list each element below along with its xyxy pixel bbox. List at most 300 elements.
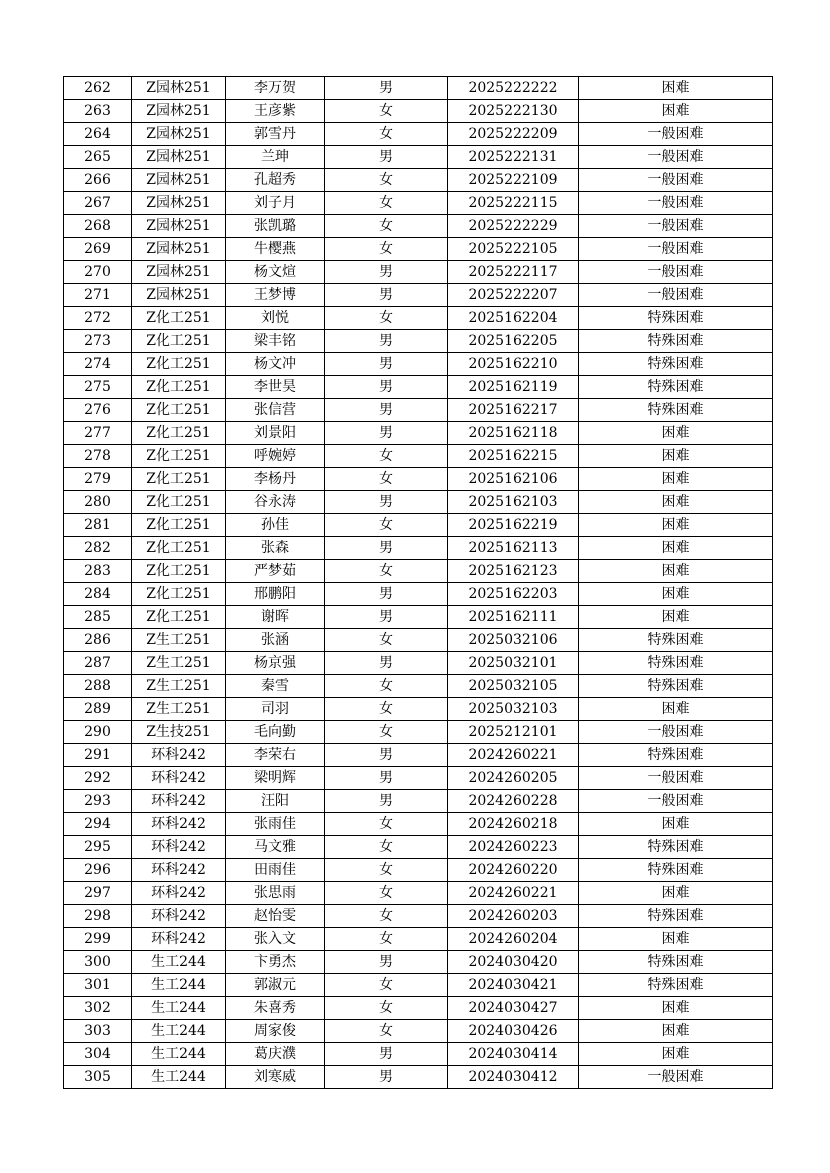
- table-row: [64, 560, 773, 583]
- difficulty-level-cell: 一般困难: [579, 790, 773, 813]
- class-name-cell: Z生技251: [132, 721, 226, 744]
- gender-cell: 男: [325, 1043, 448, 1066]
- table-row: [64, 307, 773, 330]
- student-name-cell: 郭雪丹: [226, 123, 325, 146]
- student-name-cell: 孔超秀: [226, 169, 325, 192]
- student-name-cell: 张森: [226, 537, 325, 560]
- difficulty-level-cell: 困难: [579, 514, 773, 537]
- gender-cell: 女: [325, 698, 448, 721]
- student-name-cell: 谢晖: [226, 606, 325, 629]
- class-name-cell: Z生工251: [132, 652, 226, 675]
- student-name-cell: 李万贺: [226, 77, 325, 100]
- gender-cell: 男: [325, 606, 448, 629]
- table-row: [64, 330, 773, 353]
- student-id-cell: 2025222109: [448, 169, 579, 192]
- student-name-cell: 王梦博: [226, 284, 325, 307]
- student-id-cell: 2024260220: [448, 859, 579, 882]
- table-row: [64, 468, 773, 491]
- table-row: [64, 1066, 773, 1089]
- gender-cell: 女: [325, 859, 448, 882]
- difficulty-level-cell: 困难: [579, 422, 773, 445]
- student-name-cell: 梁明辉: [226, 767, 325, 790]
- student-id-cell: 2025032105: [448, 675, 579, 698]
- gender-cell: 女: [325, 192, 448, 215]
- class-name-cell: Z园林251: [132, 169, 226, 192]
- student-name-cell: 秦雪: [226, 675, 325, 698]
- class-name-cell: Z化工251: [132, 307, 226, 330]
- student-name-cell: 马文雅: [226, 836, 325, 859]
- student-id-cell: 2025222222: [448, 77, 579, 100]
- student-name-cell: 张信营: [226, 399, 325, 422]
- student-id-cell: 2025162119: [448, 376, 579, 399]
- student-name-cell: 杨京强: [226, 652, 325, 675]
- row-number-cell: 275: [64, 376, 132, 399]
- student-name-cell: 李荣右: [226, 744, 325, 767]
- student-id-cell: 2025162205: [448, 330, 579, 353]
- class-name-cell: 生工244: [132, 997, 226, 1020]
- table-row: [64, 813, 773, 836]
- gender-cell: 男: [325, 353, 448, 376]
- student-id-cell: 2025222131: [448, 146, 579, 169]
- gender-cell: 男: [325, 790, 448, 813]
- student-id-cell: 2024260221: [448, 882, 579, 905]
- difficulty-level-cell: 一般困难: [579, 1066, 773, 1089]
- row-number-cell: 265: [64, 146, 132, 169]
- table-row: [64, 583, 773, 606]
- table-row: [64, 928, 773, 951]
- student-id-cell: 2024260218: [448, 813, 579, 836]
- student-name-cell: 谷永涛: [226, 491, 325, 514]
- difficulty-level-cell: 困难: [579, 77, 773, 100]
- class-name-cell: 生工244: [132, 1043, 226, 1066]
- class-name-cell: 生工244: [132, 951, 226, 974]
- student-id-cell: 2025162219: [448, 514, 579, 537]
- class-name-cell: Z化工251: [132, 491, 226, 514]
- class-name-cell: Z化工251: [132, 330, 226, 353]
- student-id-cell: 2025222130: [448, 100, 579, 123]
- table-row: [64, 353, 773, 376]
- row-number-cell: 271: [64, 284, 132, 307]
- row-number-cell: 293: [64, 790, 132, 813]
- student-id-cell: 2024030414: [448, 1043, 579, 1066]
- row-number-cell: 292: [64, 767, 132, 790]
- difficulty-level-cell: 特殊困难: [579, 859, 773, 882]
- class-name-cell: Z园林251: [132, 123, 226, 146]
- table-row: [64, 859, 773, 882]
- student-name-cell: 李杨丹: [226, 468, 325, 491]
- difficulty-level-cell: 困难: [579, 445, 773, 468]
- row-number-cell: 270: [64, 261, 132, 284]
- difficulty-level-cell: 特殊困难: [579, 836, 773, 859]
- table-row: [64, 905, 773, 928]
- row-number-cell: 299: [64, 928, 132, 951]
- table-row: [64, 1020, 773, 1043]
- difficulty-level-cell: 困难: [579, 928, 773, 951]
- student-name-cell: 张入文: [226, 928, 325, 951]
- class-name-cell: Z生工251: [132, 629, 226, 652]
- difficulty-level-cell: 困难: [579, 583, 773, 606]
- student-name-cell: 刘子月: [226, 192, 325, 215]
- gender-cell: 女: [325, 997, 448, 1020]
- gender-cell: 女: [325, 813, 448, 836]
- student-id-cell: 2024260204: [448, 928, 579, 951]
- gender-cell: 男: [325, 399, 448, 422]
- gender-cell: 女: [325, 100, 448, 123]
- student-id-cell: 2025162106: [448, 468, 579, 491]
- table-row: [64, 100, 773, 123]
- row-number-cell: 268: [64, 215, 132, 238]
- student-id-cell: 2024030426: [448, 1020, 579, 1043]
- row-number-cell: 284: [64, 583, 132, 606]
- row-number-cell: 276: [64, 399, 132, 422]
- difficulty-level-cell: 困难: [579, 997, 773, 1020]
- student-id-cell: 2025162210: [448, 353, 579, 376]
- difficulty-level-cell: 困难: [579, 1043, 773, 1066]
- class-name-cell: 环科242: [132, 882, 226, 905]
- student-id-cell: 2024260228: [448, 790, 579, 813]
- gender-cell: 男: [325, 330, 448, 353]
- difficulty-level-cell: 一般困难: [579, 169, 773, 192]
- student-name-cell: 张思雨: [226, 882, 325, 905]
- gender-cell: 女: [325, 629, 448, 652]
- row-number-cell: 301: [64, 974, 132, 997]
- row-number-cell: 295: [64, 836, 132, 859]
- class-name-cell: Z化工251: [132, 422, 226, 445]
- table-row: [64, 491, 773, 514]
- class-name-cell: 环科242: [132, 928, 226, 951]
- table-row: [64, 284, 773, 307]
- student-name-cell: 杨文煊: [226, 261, 325, 284]
- student-name-cell: 张雨佳: [226, 813, 325, 836]
- student-id-cell: 2025032103: [448, 698, 579, 721]
- table-row: [64, 376, 773, 399]
- class-name-cell: Z化工251: [132, 399, 226, 422]
- difficulty-level-cell: 一般困难: [579, 238, 773, 261]
- class-name-cell: 环科242: [132, 859, 226, 882]
- gender-cell: 女: [325, 560, 448, 583]
- gender-cell: 女: [325, 675, 448, 698]
- gender-cell: 女: [325, 468, 448, 491]
- student-id-cell: 2024260221: [448, 744, 579, 767]
- gender-cell: 女: [325, 238, 448, 261]
- student-name-cell: 汪阳: [226, 790, 325, 813]
- class-name-cell: Z园林251: [132, 238, 226, 261]
- student-name-cell: 田雨佳: [226, 859, 325, 882]
- student-id-cell: 2025222229: [448, 215, 579, 238]
- table-row: [64, 997, 773, 1020]
- table-row: [64, 192, 773, 215]
- gender-cell: 女: [325, 721, 448, 744]
- gender-cell: 男: [325, 744, 448, 767]
- student-name-cell: 郭淑元: [226, 974, 325, 997]
- gender-cell: 男: [325, 146, 448, 169]
- class-name-cell: 生工244: [132, 1020, 226, 1043]
- gender-cell: 男: [325, 284, 448, 307]
- student-id-cell: 2025162215: [448, 445, 579, 468]
- class-name-cell: 环科242: [132, 790, 226, 813]
- student-name-cell: 兰珅: [226, 146, 325, 169]
- table-row: [64, 514, 773, 537]
- student-name-cell: 赵怡雯: [226, 905, 325, 928]
- gender-cell: 女: [325, 307, 448, 330]
- gender-cell: 男: [325, 376, 448, 399]
- table-row: [64, 422, 773, 445]
- student-id-cell: 2025162111: [448, 606, 579, 629]
- difficulty-level-cell: 一般困难: [579, 721, 773, 744]
- class-name-cell: Z化工251: [132, 514, 226, 537]
- difficulty-level-cell: 困难: [579, 1020, 773, 1043]
- gender-cell: 女: [325, 836, 448, 859]
- student-id-cell: 2024260205: [448, 767, 579, 790]
- class-name-cell: Z园林251: [132, 77, 226, 100]
- difficulty-level-cell: 困难: [579, 491, 773, 514]
- table-row: [64, 537, 773, 560]
- student-name-cell: 刘悦: [226, 307, 325, 330]
- difficulty-level-cell: 特殊困难: [579, 905, 773, 928]
- student-id-cell: 2025162118: [448, 422, 579, 445]
- difficulty-level-cell: 特殊困难: [579, 399, 773, 422]
- row-number-cell: 277: [64, 422, 132, 445]
- table-row: [64, 974, 773, 997]
- student-name-cell: 张涵: [226, 629, 325, 652]
- difficulty-level-cell: 困难: [579, 606, 773, 629]
- row-number-cell: 290: [64, 721, 132, 744]
- student-name-cell: 刘景阳: [226, 422, 325, 445]
- gender-cell: 女: [325, 169, 448, 192]
- student-id-cell: 2025032106: [448, 629, 579, 652]
- student-id-cell: 2025222115: [448, 192, 579, 215]
- student-name-cell: 李世昊: [226, 376, 325, 399]
- row-number-cell: 263: [64, 100, 132, 123]
- class-name-cell: 生工244: [132, 1066, 226, 1089]
- row-number-cell: 264: [64, 123, 132, 146]
- row-number-cell: 288: [64, 675, 132, 698]
- gender-cell: 女: [325, 1020, 448, 1043]
- class-name-cell: Z化工251: [132, 537, 226, 560]
- class-name-cell: Z园林251: [132, 215, 226, 238]
- student-name-cell: 毛向勤: [226, 721, 325, 744]
- student-id-cell: 2024030427: [448, 997, 579, 1020]
- gender-cell: 女: [325, 928, 448, 951]
- table-row: [64, 215, 773, 238]
- table-row: [64, 629, 773, 652]
- gender-cell: 女: [325, 514, 448, 537]
- class-name-cell: 环科242: [132, 744, 226, 767]
- class-name-cell: Z化工251: [132, 560, 226, 583]
- difficulty-level-cell: 困难: [579, 698, 773, 721]
- table-row: [64, 399, 773, 422]
- table-row: [64, 146, 773, 169]
- student-name-cell: 王彦紫: [226, 100, 325, 123]
- gender-cell: 女: [325, 905, 448, 928]
- row-number-cell: 279: [64, 468, 132, 491]
- gender-cell: 女: [325, 974, 448, 997]
- difficulty-level-cell: 困难: [579, 560, 773, 583]
- student-name-cell: 孙佳: [226, 514, 325, 537]
- student-name-cell: 周家俊: [226, 1020, 325, 1043]
- difficulty-level-cell: 特殊困难: [579, 353, 773, 376]
- difficulty-level-cell: 特殊困难: [579, 744, 773, 767]
- class-name-cell: Z化工251: [132, 376, 226, 399]
- difficulty-level-cell: 特殊困难: [579, 675, 773, 698]
- roster-body: [64, 77, 773, 1089]
- student-id-cell: 2024030412: [448, 1066, 579, 1089]
- class-name-cell: Z生工251: [132, 675, 226, 698]
- student-name-cell: 卞勇杰: [226, 951, 325, 974]
- table-row: [64, 606, 773, 629]
- class-name-cell: Z化工251: [132, 353, 226, 376]
- row-number-cell: 298: [64, 905, 132, 928]
- row-number-cell: 266: [64, 169, 132, 192]
- student-id-cell: 2025212101: [448, 721, 579, 744]
- row-number-cell: 281: [64, 514, 132, 537]
- table-row: [64, 675, 773, 698]
- row-number-cell: 278: [64, 445, 132, 468]
- row-number-cell: 291: [64, 744, 132, 767]
- table-row: [64, 445, 773, 468]
- row-number-cell: 300: [64, 951, 132, 974]
- student-id-cell: 2025162123: [448, 560, 579, 583]
- row-number-cell: 286: [64, 629, 132, 652]
- student-id-cell: 2024030420: [448, 951, 579, 974]
- gender-cell: 男: [325, 1066, 448, 1089]
- table-row: [64, 882, 773, 905]
- student-name-cell: 严梦茹: [226, 560, 325, 583]
- row-number-cell: 303: [64, 1020, 132, 1043]
- student-id-cell: 2024030421: [448, 974, 579, 997]
- difficulty-level-cell: 特殊困难: [579, 951, 773, 974]
- gender-cell: 男: [325, 261, 448, 284]
- student-name-cell: 呼婉婷: [226, 445, 325, 468]
- gender-cell: 男: [325, 583, 448, 606]
- student-id-cell: 2024260203: [448, 905, 579, 928]
- student-name-cell: 张凯璐: [226, 215, 325, 238]
- row-number-cell: 285: [64, 606, 132, 629]
- student-name-cell: 邢鹏阳: [226, 583, 325, 606]
- difficulty-level-cell: 特殊困难: [579, 307, 773, 330]
- student-name-cell: 刘寒威: [226, 1066, 325, 1089]
- row-number-cell: 282: [64, 537, 132, 560]
- class-name-cell: Z园林251: [132, 100, 226, 123]
- class-name-cell: Z化工251: [132, 583, 226, 606]
- class-name-cell: 环科242: [132, 767, 226, 790]
- table-row: [64, 261, 773, 284]
- difficulty-level-cell: 一般困难: [579, 123, 773, 146]
- difficulty-level-cell: 一般困难: [579, 261, 773, 284]
- table-row: [64, 77, 773, 100]
- row-number-cell: 280: [64, 491, 132, 514]
- difficulty-level-cell: 一般困难: [579, 767, 773, 790]
- row-number-cell: 304: [64, 1043, 132, 1066]
- gender-cell: 男: [325, 652, 448, 675]
- class-name-cell: Z园林251: [132, 146, 226, 169]
- class-name-cell: Z园林251: [132, 261, 226, 284]
- table-row: [64, 744, 773, 767]
- gender-cell: 女: [325, 445, 448, 468]
- student-id-cell: 2025162103: [448, 491, 579, 514]
- row-number-cell: 302: [64, 997, 132, 1020]
- row-number-cell: 305: [64, 1066, 132, 1089]
- class-name-cell: Z园林251: [132, 192, 226, 215]
- gender-cell: 男: [325, 491, 448, 514]
- student-name-cell: 梁丰铭: [226, 330, 325, 353]
- gender-cell: 女: [325, 123, 448, 146]
- table-row: [64, 951, 773, 974]
- difficulty-level-cell: 困难: [579, 468, 773, 491]
- difficulty-level-cell: 一般困难: [579, 215, 773, 238]
- table-row: [64, 767, 773, 790]
- table-row: [64, 652, 773, 675]
- table-row: [64, 790, 773, 813]
- table-row: [64, 169, 773, 192]
- class-name-cell: 环科242: [132, 813, 226, 836]
- student-id-cell: 2025162203: [448, 583, 579, 606]
- table-row: [64, 721, 773, 744]
- student-name-cell: 牛樱燕: [226, 238, 325, 261]
- gender-cell: 男: [325, 537, 448, 560]
- row-number-cell: 267: [64, 192, 132, 215]
- table-row: [64, 836, 773, 859]
- table-row: [64, 238, 773, 261]
- student-id-cell: 2025222207: [448, 284, 579, 307]
- row-number-cell: 294: [64, 813, 132, 836]
- table-row: [64, 1043, 773, 1066]
- student-id-cell: 2025032101: [448, 652, 579, 675]
- difficulty-level-cell: 一般困难: [579, 146, 773, 169]
- difficulty-level-cell: 一般困难: [579, 192, 773, 215]
- student-id-cell: 2025222117: [448, 261, 579, 284]
- class-name-cell: Z化工251: [132, 445, 226, 468]
- student-id-cell: 2025162204: [448, 307, 579, 330]
- class-name-cell: 生工244: [132, 974, 226, 997]
- table-row: [64, 698, 773, 721]
- gender-cell: 男: [325, 767, 448, 790]
- difficulty-level-cell: 困难: [579, 882, 773, 905]
- difficulty-level-cell: 特殊困难: [579, 974, 773, 997]
- student-id-cell: 2024260223: [448, 836, 579, 859]
- class-name-cell: Z园林251: [132, 284, 226, 307]
- row-number-cell: 269: [64, 238, 132, 261]
- gender-cell: 男: [325, 951, 448, 974]
- table-row: [64, 123, 773, 146]
- row-number-cell: 262: [64, 77, 132, 100]
- difficulty-level-cell: 一般困难: [579, 284, 773, 307]
- difficulty-level-cell: 困难: [579, 537, 773, 560]
- difficulty-level-cell: 特殊困难: [579, 376, 773, 399]
- class-name-cell: Z生工251: [132, 698, 226, 721]
- difficulty-level-cell: 特殊困难: [579, 629, 773, 652]
- student-id-cell: 2025222209: [448, 123, 579, 146]
- student-name-cell: 司羽: [226, 698, 325, 721]
- row-number-cell: 283: [64, 560, 132, 583]
- row-number-cell: 272: [64, 307, 132, 330]
- difficulty-level-cell: 困难: [579, 100, 773, 123]
- student-id-cell: 2025162113: [448, 537, 579, 560]
- difficulty-level-cell: 特殊困难: [579, 652, 773, 675]
- class-name-cell: 环科242: [132, 836, 226, 859]
- student-id-cell: 2025162217: [448, 399, 579, 422]
- gender-cell: 男: [325, 422, 448, 445]
- row-number-cell: 274: [64, 353, 132, 376]
- row-number-cell: 297: [64, 882, 132, 905]
- student-roster-table: [63, 76, 773, 1089]
- gender-cell: 男: [325, 77, 448, 100]
- row-number-cell: 289: [64, 698, 132, 721]
- row-number-cell: 296: [64, 859, 132, 882]
- student-id-cell: 2025222105: [448, 238, 579, 261]
- student-name-cell: 葛庆濮: [226, 1043, 325, 1066]
- gender-cell: 女: [325, 215, 448, 238]
